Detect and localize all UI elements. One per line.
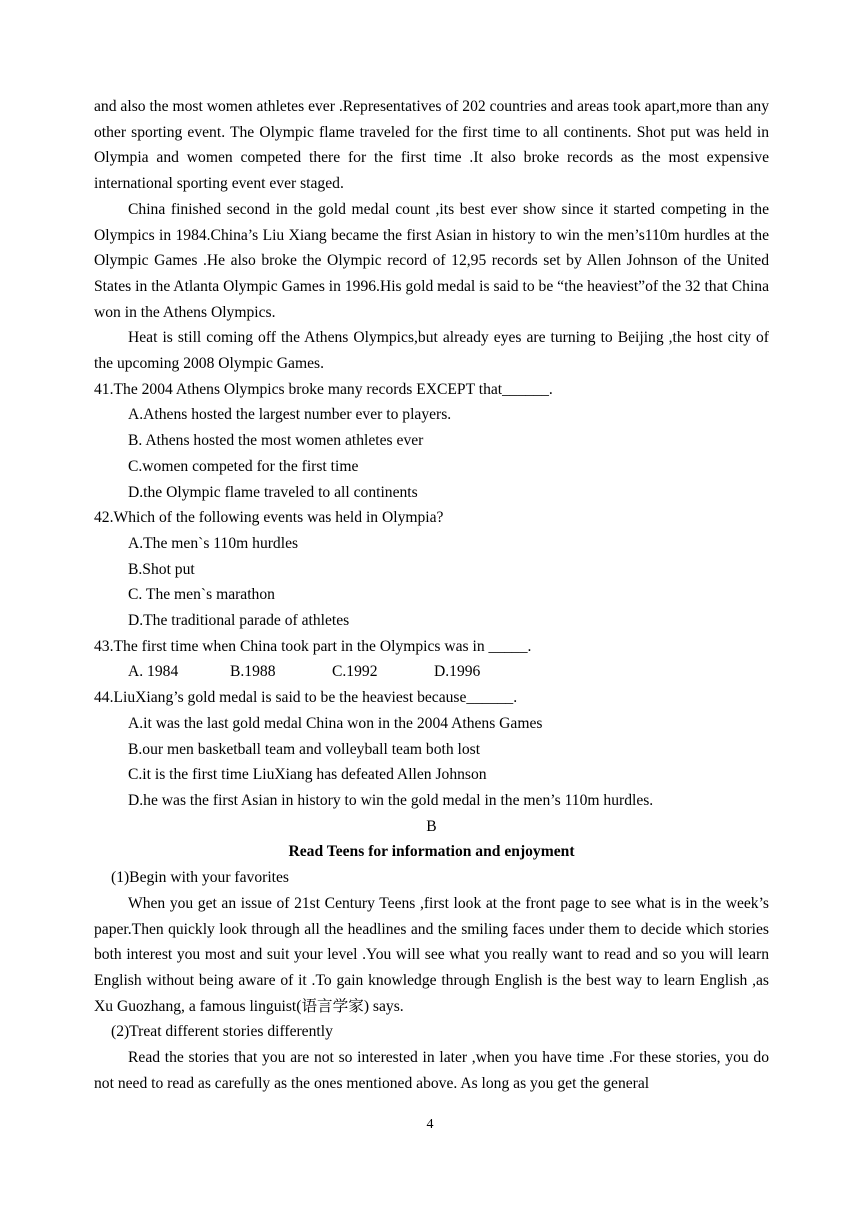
- question-stem: 41.The 2004 Athens Olympics broke many records EXCEPT that______.: [94, 380, 553, 398]
- section-b-paragraph-2: Read the stories that you are not so interested in later ,when you have time .For these stories, you do not need to read as carefully as the ones mentioned above. As long as you get the general: [94, 1049, 769, 1092]
- option-b: B. Athens hosted the most women athletes ever: [128, 432, 424, 450]
- option-b: B.our men basketball team and volleyball team both lost: [128, 740, 481, 758]
- option-c: C.1992: [332, 663, 378, 681]
- question-stem: 42.Which of the following events was held in Olympia?: [94, 509, 444, 527]
- question-44: [94, 685, 769, 814]
- subheading-2: (2)Treat different stories differently: [111, 1023, 333, 1041]
- section-letter: B: [426, 817, 437, 835]
- subheading-1: (1)Begin with your favorites: [111, 869, 289, 887]
- options-row: [94, 659, 769, 685]
- passage-a-paragraph-1: and also the most women athletes ever .Representatives of 202 countries and areas took apart,more than any other sporting event. The Olympic flame traveled for the first time to all continents. Shot put was held in Olympia and women competed there for the first time .It also broke records as the most expensive international sporting event ever staged.: [94, 98, 769, 193]
- option-d: D.The traditional parade of athletes: [128, 612, 350, 630]
- option-b: B.1988: [230, 663, 276, 681]
- question-42: [94, 505, 769, 634]
- option-c: C.it is the first time LiuXiang has defeated Allen Johnson: [128, 766, 487, 784]
- passage-a-paragraph-3: Heat is still coming off the Athens Olympics,but already eyes are turning to Beijing ,the host city of the upcoming 2008 Olympic Games.: [94, 329, 769, 373]
- option-c: C. The men`s marathon: [128, 586, 275, 604]
- question-stem: 43.The first time when China took part in the Olympics was in _____.: [94, 637, 532, 655]
- section-b-paragraph-1: When you get an issue of 21st Century Teens ,first look at the front page to see what is in the week’s paper.Then quickly look through all the headlines and the smiling faces under them to decide which stories both interest you most and suit your level .You will see what you really want to read and so you will learn English without being aware of it .To gain knowledge through English is the best way to learn English ,as Xu Guozhang, a famous linguist(语言学家) says.: [94, 894, 769, 1015]
- page-content: [94, 94, 769, 1096]
- section-title: Read Teens for information and enjoyment: [288, 843, 575, 861]
- option-a: A. 1984: [128, 663, 179, 681]
- option-d: D.1996: [434, 663, 481, 681]
- option-c: C.women competed for the first time: [128, 457, 359, 475]
- option-a: A.Athens hosted the largest number ever to players.: [128, 406, 452, 424]
- option-d: D.he was the first Asian in history to win the gold medal in the men’s 110m hurdles.: [128, 791, 654, 809]
- question-43: [94, 634, 769, 685]
- option-a: A.The men`s 110m hurdles: [128, 534, 299, 552]
- option-a: A.it was the last gold medal China won in the 2004 Athens Games: [128, 714, 543, 732]
- option-d: D.the Olympic flame traveled to all continents: [128, 483, 418, 501]
- question-stem: 44.LiuXiang’s gold medal is said to be the heaviest because______.: [94, 689, 518, 707]
- option-b: B.Shot put: [128, 560, 195, 578]
- passage-a-paragraph-2: China finished second in the gold medal count ,its best ever show since it started competing in the Olympics in 1984.China’s Liu Xiang became the first Asian in history to win the men’s110m hurdles at the Olympic Games .He also broke the Olympic record of 12,95 records set by Allen Johnson of the United States in the Atlanta Olympic Games in 1996.His gold medal is said to be “the heaviest”of the 32 that China won in the Athens Olympics.: [94, 200, 769, 321]
- page-number: 4: [426, 1117, 434, 1132]
- question-41: [94, 377, 769, 506]
